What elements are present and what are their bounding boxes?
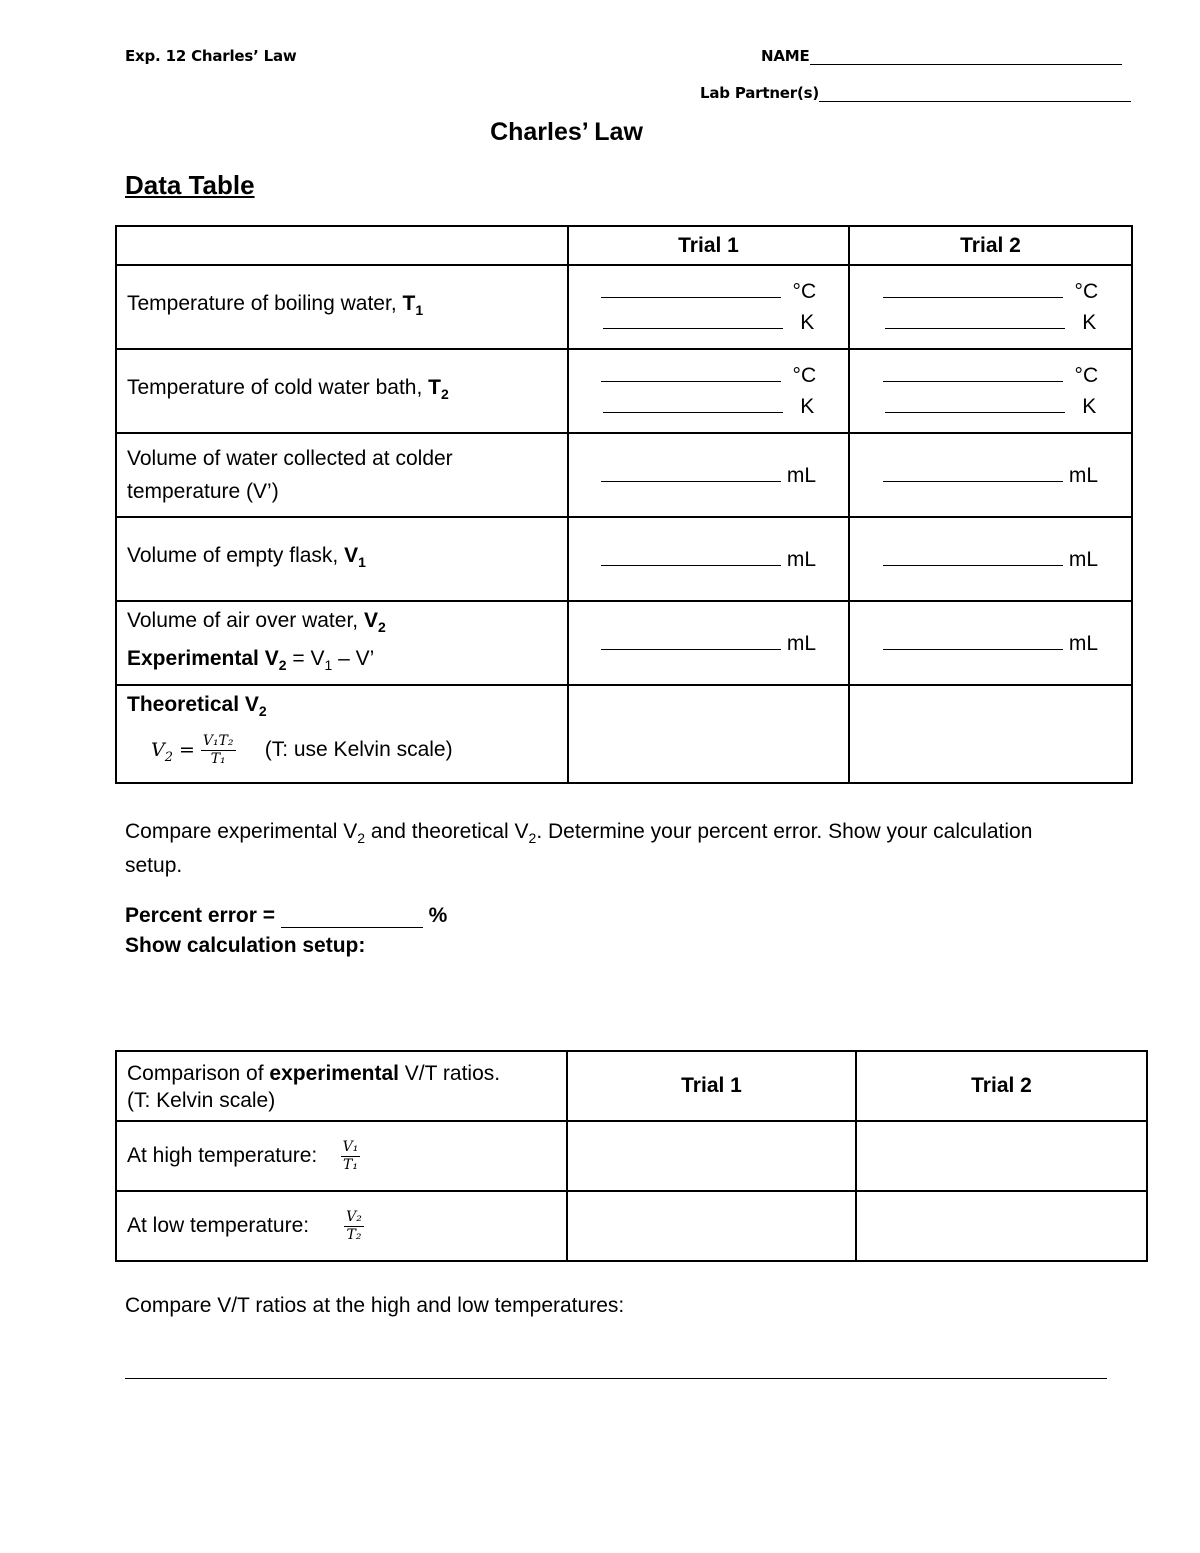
row-label: Volume of air over water, $V_2$ Experimental $V_2 = V_1 - V$’ xyxy=(116,601,568,685)
table-row xyxy=(116,601,1132,685)
trial2-air-volume[interactable]: mL xyxy=(849,601,1132,685)
vt-header-label: Comparison of experimental V/T ratios. (T: Kelvin scale) xyxy=(116,1051,567,1121)
answer-line[interactable] xyxy=(125,1378,1107,1379)
trial2-theoretical-v2[interactable] xyxy=(849,685,1132,783)
vt-col-trial-2: Trial 2 xyxy=(856,1051,1147,1121)
trial1-cold-temp[interactable]: °C K xyxy=(568,349,849,433)
trial1-flask-volume[interactable]: mL xyxy=(568,517,849,601)
row-label: Volume of empty flask, $V_1$ xyxy=(116,517,568,601)
data-table-heading: Data Table xyxy=(125,170,255,200)
show-calc-label: Show calculation setup: xyxy=(125,934,366,957)
lab-partner-label: Lab Partner(s) xyxy=(700,84,820,102)
table-row xyxy=(116,349,1132,433)
low-temp-fraction: $\frac{\text{V₂}}{\text{T₂}}$ xyxy=(346,1208,362,1243)
formula-fraction: $\frac{\text{V₁T₂}}{\text{T₁}}$ xyxy=(202,733,234,768)
table-row xyxy=(116,1191,1147,1261)
name-line[interactable] xyxy=(810,48,1122,65)
trial2-low-ratio[interactable] xyxy=(856,1191,1147,1261)
high-temp-fraction: $\frac{\text{V₁}}{\text{T₁}}$ xyxy=(342,1138,359,1173)
trial2-water-volume[interactable]: mL xyxy=(849,433,1132,517)
col-trial-1: Trial 1 xyxy=(568,226,849,265)
vt-col-trial-1: Trial 1 xyxy=(567,1051,856,1121)
trial1-high-ratio[interactable] xyxy=(567,1121,856,1191)
lab-partner-field[interactable] xyxy=(700,84,1131,102)
page-title: Charles’ Law xyxy=(490,118,643,146)
row-label: Temperature of boiling water, $T_1$ xyxy=(116,265,568,349)
trial2-high-ratio[interactable] xyxy=(856,1121,1147,1191)
row-label: At high temperature: $\frac{\text{V₁}}{\text{T₁}}$ xyxy=(116,1121,567,1191)
table-row xyxy=(116,685,1132,783)
col-trial-2: Trial 2 xyxy=(849,226,1132,265)
header-empty xyxy=(116,226,568,265)
compare-vt-prompt: Compare V/T ratios at the high and low temperatures: xyxy=(125,1294,625,1317)
table-header-row xyxy=(116,1051,1147,1121)
experiment-label: Exp. 12 Charles’ Law xyxy=(125,47,297,65)
row-label: Temperature of cold water bath, $T_2$ xyxy=(116,349,568,433)
trial1-air-volume[interactable]: mL xyxy=(568,601,849,685)
table-row xyxy=(116,517,1132,601)
row-label: Volume of water collected at colder temperature (V’) xyxy=(116,433,568,517)
name-field[interactable] xyxy=(761,47,1122,65)
trial2-boiling-temp[interactable]: °C K xyxy=(849,265,1132,349)
trial2-flask-volume[interactable]: mL xyxy=(849,517,1132,601)
data-table xyxy=(115,225,1133,784)
vt-ratio-table xyxy=(115,1050,1148,1262)
compare-instructions: Compare experimental $V_2$ and theoretical $V_2$. Determine your percent error. Show your calculation setup. xyxy=(125,820,1033,878)
table-row xyxy=(116,1121,1147,1191)
name-label: NAME xyxy=(761,47,810,65)
table-row xyxy=(116,265,1132,349)
row-label: At low temperature: $\frac{\text{V₂}}{\text{T₂}}$ xyxy=(116,1191,567,1261)
table-row xyxy=(116,433,1132,517)
trial1-water-volume[interactable]: mL xyxy=(568,433,849,517)
theoretical-formula: $V_2$ = $\frac{\text{V₁T₂}}{\text{T₁}}$ (T: use Kelvin scale) xyxy=(151,733,453,768)
trial1-boiling-temp[interactable]: °C K xyxy=(568,265,849,349)
table-header-row xyxy=(116,226,1132,265)
trial2-cold-temp[interactable]: °C K xyxy=(849,349,1132,433)
kelvin-note: (T: use Kelvin scale) xyxy=(264,738,453,762)
percent-error-field[interactable]: Percent error = % xyxy=(125,904,448,927)
row-label: Theoretical $V_2$ $V_2$ = $\frac{\text{V₁T₂}}{\text{T₁}}$ (T: use Kelvin scale) xyxy=(116,685,568,783)
lab-partner-line[interactable] xyxy=(819,85,1131,102)
trial1-theoretical-v2[interactable] xyxy=(568,685,849,783)
trial1-low-ratio[interactable] xyxy=(567,1191,856,1261)
